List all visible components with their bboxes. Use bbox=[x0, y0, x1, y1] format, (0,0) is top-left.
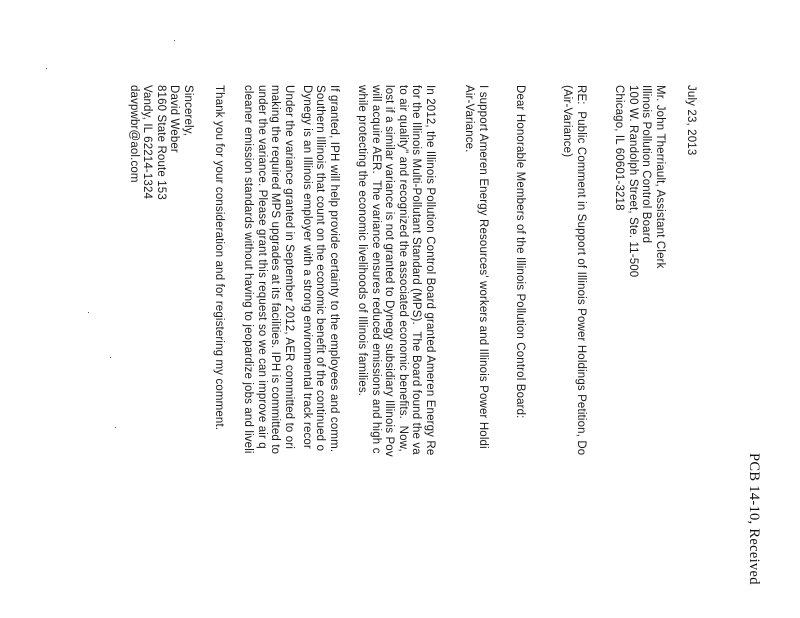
recipient-line: Illinois Pollution Control Board bbox=[640, 85, 653, 244]
body-line: lost if a similar variance is not granted to Dynegy subsidiary Illinois Pov bbox=[383, 85, 396, 457]
signature-line: David Weber bbox=[168, 85, 181, 153]
re-line: RE: Public Comment in Support of Illinois Power Holdings Petition, Do bbox=[575, 85, 587, 456]
signature-line: davpwbr@aol.com bbox=[127, 85, 140, 183]
body-line: under the variance. Please grant this request so we can improve air q bbox=[255, 85, 268, 449]
body-line: Dynegy is an Illinois employer with a strong environmental track recor bbox=[300, 85, 313, 449]
recipient-line: Mr. John Therriault, Assistant Clerk bbox=[654, 85, 666, 269]
re-line: (Air-Variance) bbox=[561, 85, 574, 158]
scan-speck bbox=[110, 357, 111, 358]
scan-speck bbox=[88, 312, 89, 313]
signature-line: Vandy, IL 62214-1324 bbox=[141, 85, 154, 200]
body-line: I support Ameren Energy Resources' workers and Illinois Power Holdi bbox=[477, 85, 489, 449]
closing: Sincerely, bbox=[182, 85, 194, 137]
scan-speck bbox=[174, 40, 175, 41]
body-line: for the Illinois Multi-Pollutant Standard (MPS). The Board found the va bbox=[410, 85, 423, 455]
scan-speck bbox=[46, 68, 47, 69]
body-line: while protecting the economic livelihoods of Illinois families. bbox=[356, 85, 368, 397]
recipient-line: Chicago, IL 60601-3218 bbox=[613, 85, 626, 211]
body-line: to air quality" and recognized the associated economic benefits. Now, bbox=[396, 85, 409, 452]
body-line: Southern Illinois that count on the economic benefit of the continued o bbox=[314, 85, 327, 452]
salutation: Dear Honorable Members of the Illinois Pollution Control Board: bbox=[514, 85, 526, 419]
body-line: Thank you for your consideration and for registering my comment. bbox=[213, 85, 225, 431]
body-line: If granted, IPH will help provide certainty to the employees and comm. bbox=[328, 85, 340, 453]
body-line: Under the variance granted in September 2012, AER committed to ori bbox=[283, 85, 295, 450]
received-stamp: PCB 14-10, Received bbox=[746, 453, 762, 585]
scan-speck bbox=[115, 427, 116, 428]
body-line: making the required MPS upgrades at its facilities. IPH is committed to bbox=[269, 85, 282, 455]
body-line: In 2012, the Illinois Pollution Control Board granted Ameren Energy Re bbox=[424, 85, 436, 456]
signature-line: 8160 State Route 153 bbox=[154, 85, 167, 200]
body-line: will acquire AER. The variance ensures reduced emissions and high c bbox=[369, 85, 382, 454]
recipient-line: 100 W. Randolph Street, Ste. 11-500 bbox=[626, 85, 639, 278]
body-line: cleaner emission standards without having to jeopardize jobs and liveli bbox=[242, 85, 255, 454]
letter-date: July 23, 2013 bbox=[685, 85, 697, 156]
body-line: Air-Variance. bbox=[463, 85, 476, 153]
